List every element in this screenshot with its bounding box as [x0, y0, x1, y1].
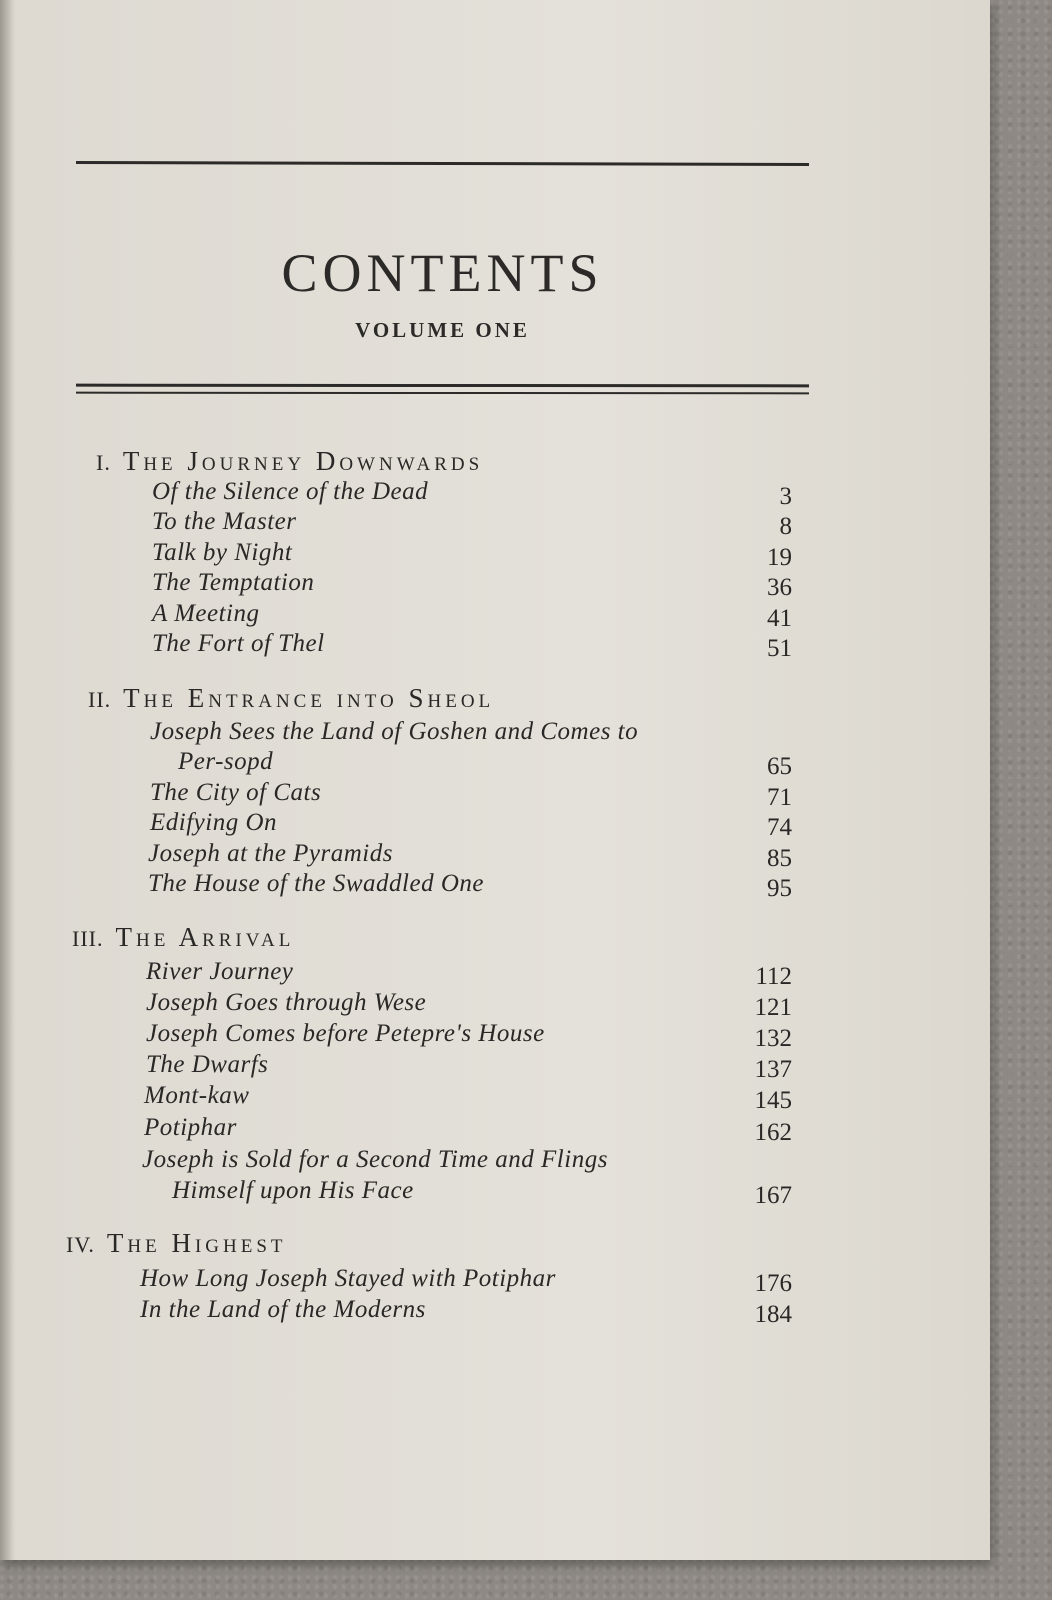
part-title: The Journey Downwards — [122, 446, 484, 476]
toc-entry: To the Master — [152, 508, 297, 535]
toc-entry: The City of Cats — [150, 779, 322, 806]
toc-page-number: 51 — [767, 635, 792, 662]
toc-page-number: 112 — [755, 963, 792, 990]
toc-entry: River Journey — [146, 958, 294, 985]
toc-page-number: 41 — [767, 605, 792, 632]
toc-page-number: 176 — [754, 1270, 792, 1297]
toc-page-number: 3 — [779, 483, 792, 510]
toc-entry: Edifying On — [150, 809, 278, 836]
toc-entry: Joseph at the Pyramids — [148, 840, 393, 867]
part-heading — [88, 683, 494, 714]
toc-page-number: 65 — [767, 753, 792, 780]
toc-entry: Joseph Goes through Wese — [146, 989, 427, 1016]
toc-page-number: 85 — [767, 845, 792, 872]
toc-page-number: 74 — [767, 814, 792, 841]
toc-entry: The House of the Swaddled One — [148, 870, 484, 897]
double-rule — [76, 384, 809, 395]
part-numeral: III. — [72, 926, 104, 951]
part-title: The Highest — [106, 1228, 287, 1258]
toc-entry: Potiphar — [144, 1114, 237, 1141]
toc-page-number: 162 — [754, 1119, 792, 1146]
toc-entry-continuation: Per-sopd — [178, 748, 274, 775]
toc-page-number: 132 — [754, 1025, 792, 1052]
toc-entry: Joseph Comes before Petepre's House — [146, 1020, 545, 1047]
toc-page-number: 121 — [754, 994, 792, 1021]
toc-page-number: 36 — [767, 574, 792, 601]
toc-page-number: 95 — [767, 875, 792, 902]
toc-page-number: 137 — [754, 1056, 792, 1083]
toc-entry: The Dwarfs — [146, 1051, 269, 1078]
toc-entry: A Meeting — [152, 600, 260, 627]
toc-entry: The Temptation — [152, 569, 315, 596]
toc-page-number: 19 — [767, 544, 792, 571]
toc-entry: In the Land of the Moderns — [140, 1296, 426, 1323]
toc-entry: Of the Silence of the Dead — [152, 478, 429, 505]
toc-entry: Joseph is Sold for a Second Time and Flings — [142, 1146, 608, 1173]
page-title: CONTENTS — [281, 243, 604, 303]
top-rule — [76, 161, 809, 166]
toc-page-number: 145 — [754, 1087, 792, 1114]
toc-entry: Talk by Night — [152, 539, 293, 566]
toc-entry: Mont-kaw — [144, 1082, 250, 1109]
toc-entry: The Fort of Thel — [152, 630, 325, 657]
part-title: The Arrival — [115, 922, 295, 952]
toc-entry: Joseph Sees the Land of Goshen and Comes to — [150, 718, 639, 745]
part-heading — [72, 922, 294, 953]
toc-page-number: 8 — [779, 513, 792, 540]
page-gutter-shadow — [0, 0, 14, 1560]
part-numeral: II. — [88, 687, 112, 712]
toc-entry-continuation: Himself upon His Face — [172, 1177, 414, 1204]
part-title: The Entrance into Sheol — [123, 683, 495, 713]
page-subtitle: VOLUME ONE — [355, 318, 530, 342]
part-heading — [96, 446, 483, 477]
toc-page-number: 184 — [754, 1301, 792, 1328]
part-numeral: IV. — [66, 1232, 95, 1257]
toc-page-number: 167 — [754, 1182, 792, 1209]
toc-entry: How Long Joseph Stayed with Potiphar — [140, 1265, 556, 1292]
part-numeral: I. — [96, 450, 111, 475]
toc-page-number: 71 — [767, 784, 792, 811]
part-heading — [66, 1228, 287, 1259]
